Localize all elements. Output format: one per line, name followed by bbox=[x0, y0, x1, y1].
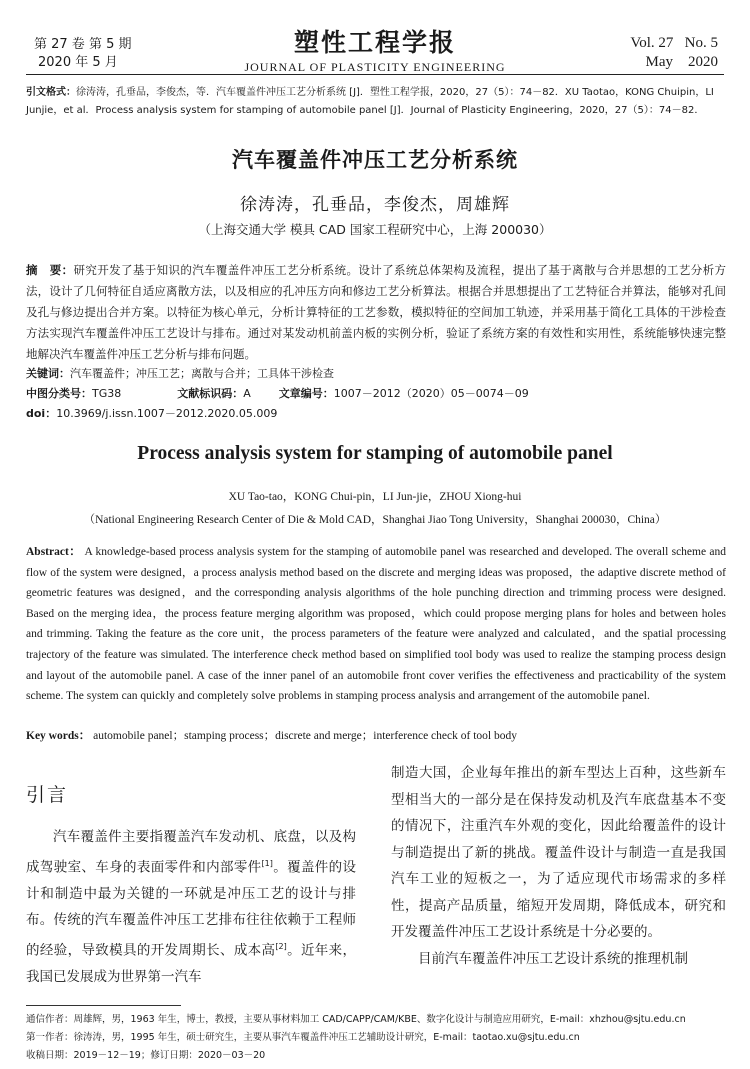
classification-line bbox=[26, 384, 726, 404]
header-year-en: 2020 bbox=[688, 54, 718, 70]
doi-label: doi： bbox=[26, 407, 57, 420]
intro-paragraph-2: 目前汽车覆盖件冲压工艺设计系统的推理机制 bbox=[418, 950, 688, 967]
affiliation-cn: （上海交通大学 模具 CAD 国家工程研究中心，上海 200030） bbox=[198, 222, 552, 237]
abstract-en-label: Abstract： bbox=[26, 546, 82, 558]
doi-line bbox=[26, 404, 726, 424]
article-no: 1007－2012（2020）05－0074－09 bbox=[333, 387, 529, 400]
authors-en: XU Tao-tao，KONG Chui-pin，LI Jun-jie，ZHOU Xiong-hui bbox=[228, 491, 522, 503]
article-no-label: 文章编号： bbox=[278, 387, 334, 400]
intro-text-1b: 。覆盖件的设计和制造中最为关键的一环就是冲压工艺的设计与排布。传统的汽车覆盖件冲压工艺排布往往依赖于工程师的经验，导致模具的开发周期长、成本高 bbox=[26, 859, 357, 958]
header-no-en: No. 5 bbox=[684, 35, 718, 51]
authors-cn: 徐涛涛，孔垂品，李俊杰，周雄辉 bbox=[240, 195, 510, 215]
footnote-divider bbox=[26, 1005, 181, 1006]
header-issue-en bbox=[630, 34, 718, 72]
section-title-introduction: 引言 bbox=[26, 784, 69, 806]
citation-text: 徐涛涛，孔垂品，李俊杰，等．汽车覆盖件冲压工艺分析系统 [J]．塑性工程学报，2020，27（5）：74－82．XU Taotao，KONG Chuipin，LI Junjie，et al．Process analysis system for stamping of automobile panel [J]．Journal of Plasticity Engineering，2020，27（5）：74－82． bbox=[26, 87, 714, 116]
keywords-en-text: automobile panel；stamping process；discrete and merge；interference check of tool body bbox=[93, 730, 517, 742]
doc-code: A bbox=[243, 387, 251, 400]
journal-masthead bbox=[230, 28, 520, 75]
body-column-right bbox=[391, 760, 726, 972]
header-issue-cn bbox=[34, 36, 131, 72]
body-column-left bbox=[26, 824, 356, 990]
clc-label: 中图分类号： bbox=[26, 387, 92, 400]
intro-paragraph-1-continued: 制造大国，企业每年推出的新车型达上百种，这些新车型相当大的一部分是在保持发动机及汽车底盘基本不变的情况下，注重汽车外观的变化，因此给覆盖件的设计与制造提出了新的挑战。覆盖件设计与制造一直是我国汽车工业的短板之一，为了适应现代市场需求的多样性，提高产品质量，缩短开发周期，降低成本，研究和开发覆盖件冲压工艺设计系统是十分必要的。 bbox=[391, 765, 726, 940]
intro-text-1c: 。近年来，我国已发展成为世界第一汽车 bbox=[26, 942, 357, 985]
article-title-en: Process analysis system for stamping of automobile panel bbox=[137, 443, 613, 464]
clc-code: TG38 bbox=[92, 387, 122, 400]
keywords-cn-label: 关键词： bbox=[26, 367, 70, 380]
intro-paragraph-1 bbox=[26, 824, 356, 990]
reference-2-link[interactable]: [2] bbox=[275, 941, 287, 951]
keywords-cn bbox=[26, 364, 726, 384]
header-month-en: May bbox=[645, 54, 673, 70]
header-vol-issue-cn: 第 27 卷 第 5 期 bbox=[34, 37, 132, 52]
footnote-first-author: 第一作者：徐涛涛，男，1995 年生，硕士研究生，主要从事汽车覆盖件冲压工艺辅助设计研究，E-mail：taotao.xu@sjtu.edu.cn bbox=[26, 1032, 580, 1043]
abstract-cn bbox=[26, 260, 726, 365]
journal-name-en: JOURNAL OF PLASTICITY ENGINEERING bbox=[244, 60, 506, 74]
citation-format bbox=[26, 84, 726, 120]
affiliation-en: （National Engineering Research Center of Die & Mold CAD，Shanghai Jiao Tong University，Shanghai 200030，China） bbox=[83, 514, 667, 526]
keywords-cn-text: 汽车覆盖件；冲压工艺；离散与合并；工具体干涉检查 bbox=[70, 367, 334, 380]
abstract-en-text: A knowledge-based process analysis system for the stamping of automobile panel was researched and developed. The overall scheme and flow of the system were designed，a process analysis method based on the discrete and merging ideas was proposed，the adaptive discrete method of geometric features was designed，and the corresponding analysis algorithms of the hole punching direction and trimming process were designed. Based on the merging idea，the process feature merging algorithm was proposed，which could propose merging plans for holes and between holes and trimming. Taking the feature as the core unit，the process parameters of the feature were analyzed and calculated，and the spatial processing trajectory of the feature was simulated. The interference check method based on simplified tool body was used to realize the stamping process design and layout of the automobile panel. A case of the inner panel of an automobile front cover verifies the effectiveness and practicability of the system scheme. The system can quickly and completely solve problems in stamping process analysis and arrangement of the automobile panel. bbox=[26, 546, 727, 703]
article-title-cn: 汽车覆盖件冲压工艺分析系统 bbox=[232, 148, 518, 172]
keywords-en-label: Key words： bbox=[26, 730, 91, 742]
citation-label: 引文格式： bbox=[26, 87, 76, 98]
footnote-corresponding-author: 通信作者：周雄辉，男，1963 年生，博士，教授，主要从事材料加工 CAD/CAPP/CAM/KBE、数字化设计与制造应用研究，E-mail：xhzhou@sjtu.edu.cn bbox=[26, 1014, 686, 1025]
header-date-cn: 2020 年 5 月 bbox=[38, 55, 118, 70]
header-vol-en: Vol. 27 bbox=[630, 35, 674, 51]
footnote-dates: 收稿日期：2019－12－19；修订日期：2020－03－20 bbox=[26, 1050, 266, 1061]
doi-text: 10.3969/j.issn.1007－2012.2020.05.009 bbox=[56, 407, 278, 420]
journal-name-cn: 塑性工程学报 bbox=[293, 28, 456, 57]
abstract-cn-label: 摘 要： bbox=[26, 263, 74, 277]
abstract-en bbox=[26, 542, 726, 707]
reference-1-link[interactable]: [1] bbox=[261, 858, 273, 868]
doc-code-label: 文献标识码： bbox=[177, 387, 244, 400]
abstract-cn-text: 研究开发了基于知识的汽车覆盖件冲压工艺分析系统。设计了系统总体架构及流程，提出了基于离散与合并思想的工艺分析方法，设计了几何特征自适应离散方法，以及相应的孔冲压方向和修边工艺分析算法。根据合并思想提出了工艺特征合并算法，能够对孔间及孔与修边提出合并方案。以特征为核心单元，分析计算特征的工艺参数，模拟特征的空间加工轨迹，并采用基于简化工具体的干涉检查方法实现汽车覆盖件冲压工艺设计与排布。通过对某发动机前盖内板的实例分析，验证了系统方案的有效性和实用性，系统能够快速完整地解决汽车覆盖件冲压工艺分析与排布问题。 bbox=[26, 263, 726, 361]
header-divider bbox=[26, 74, 724, 75]
keywords-en bbox=[26, 726, 726, 746]
intro-text-1a: 汽车覆盖件主要指覆盖汽车发动机、底盘，以及构成驾驶室、车身的表面零件和内部零件 bbox=[26, 829, 356, 875]
